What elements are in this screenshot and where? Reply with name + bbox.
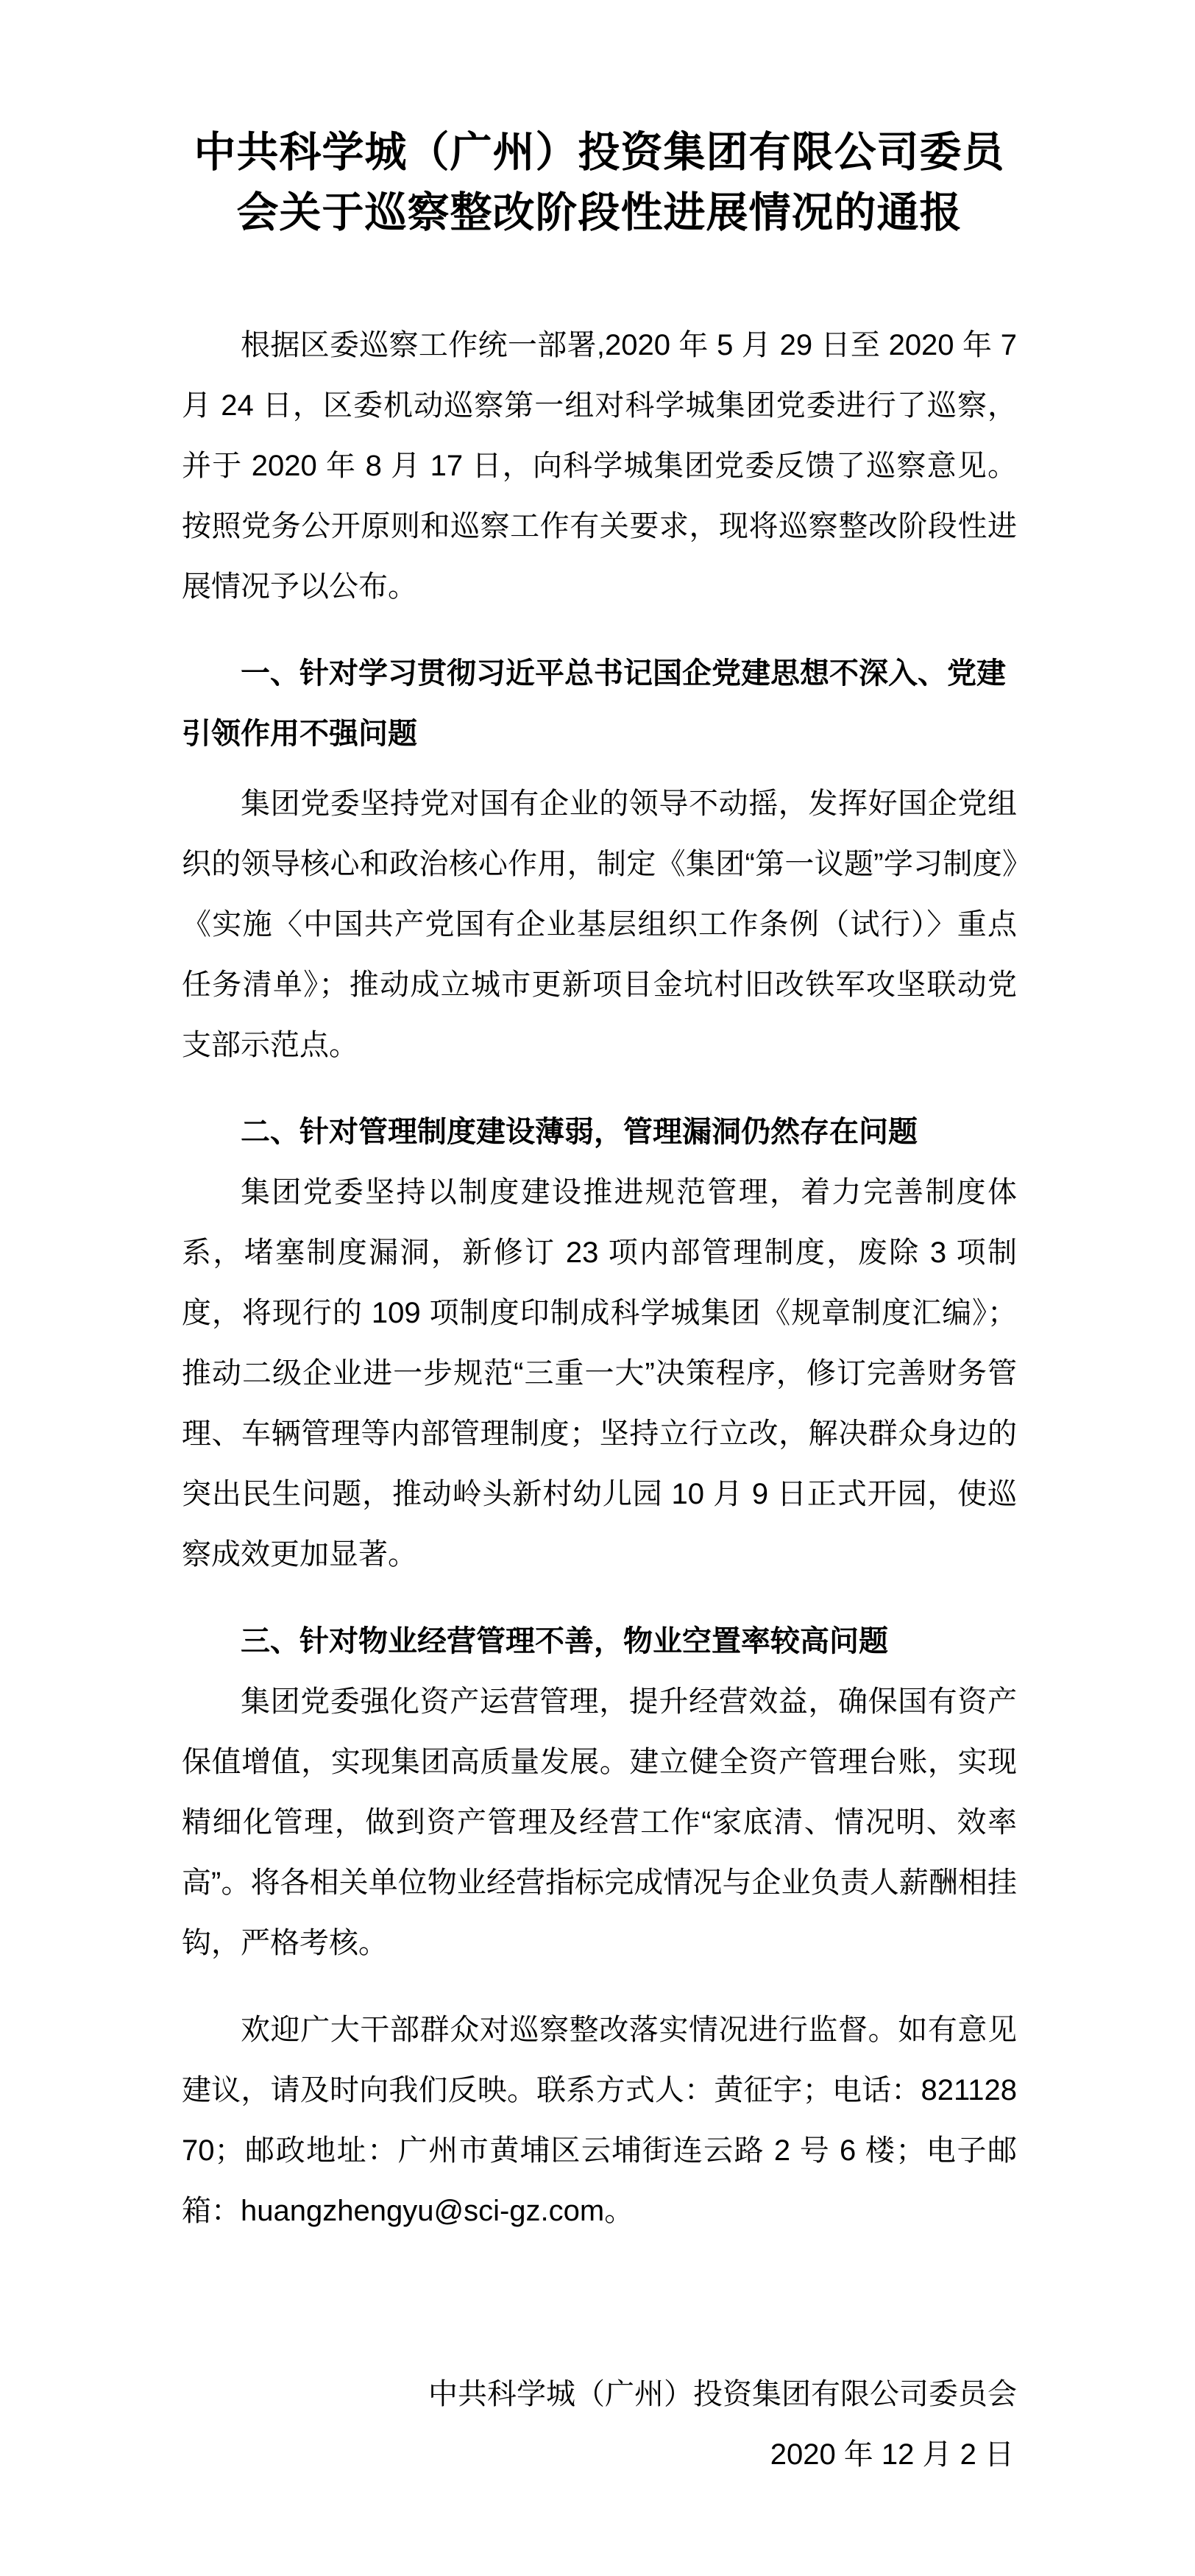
section2-body-paragraph: 集团党委坚持以制度建设推进规范管理，着力完善制度体系，堵塞制度漏洞，新修订 23 项内部管理制度，废除 3 项制度，将现行的 109 项制度印制成科学城集团《规章制度汇编》；推动二级企业进一步规范“三重一大”决策程序，修订完善财务管理、车辆管理等内部管理制度；坚持立行立改，解决群众身边的突出民生问题，推动岭头新村幼儿园 10 月 9 日正式开园，使巡察成效更加显著。 [182,1176,1017,1571]
signature-date: 2020 年 12 月 2 日 [770,2438,1014,2471]
section3-body-paragraph: 集团党委强化资产运营管理，提升经营效益，确保国有资产保值增值，实现集团高质量发展。建立健全资产管理台账，实现精细化管理，做到资产管理及经营工作“家底清、情况明、效率高”。将各相关单位物业经营指标完成情况与企业负责人薪酬相挂钩，严格考核。 [182,1685,1017,1959]
signature-organization: 中共科学城（广州）投资集团有限公司委员会 [428,2378,1017,2410]
section3-heading: 三、针对物业经营管理不善，物业空置率较高问题 [241,1625,888,1657]
document-title-line-2: 会关于巡察整改阶段性进展情况的通报 [236,189,962,236]
intro-paragraph: 根据区委巡察工作统一部署,2020 年 5 月 29 日至 2020 年 7 月 24 日，区委机动巡察第一组对科学城集团党委进行了巡察，并于 2020 年 8 月 17 日，向科学城集团党委反馈了巡察意见。按照党务公开原则和巡察工作有关要求，现将巡察整改阶段性进展情况予以公布。 [182,329,1017,603]
supervision-contact-paragraph: 欢迎广大干部群众对巡察整改落实情况进行监督。如有意见建议，请及时向我们反映。联系方式人：黄征宇；电话：82112870；邮政地址：广州市黄埔区云埔街连云路 2 号 6 楼；电子邮箱：huangzhengyu@sci-gz.com。 [182,2014,1017,2227]
signature-block [182,2364,1017,2485]
section1-body-paragraph: 集团党委坚持党对国有企业的领导不动摇，发挥好国企党组织的领导核心和政治核心作用，制定《集团“第一议题”学习制度》《实施〈中国共产党国有企业基层组织工作条例（试行）〉重点任务清单》；推动成立城市更新项目金坑村旧改铁军攻坚联动党支部示范点。 [182,788,1017,1061]
section2-heading: 二、针对管理制度建设薄弱，管理漏洞仍然存在问题 [241,1116,918,1148]
document-title-line-1: 中共科学城（广州）投资集团有限公司委员 [194,129,1005,176]
document-title [182,122,1017,243]
section1-heading: 一、针对学习贯彻习近平总书记国企党建思想不深入、党建引领作用不强问题 [182,657,1006,750]
